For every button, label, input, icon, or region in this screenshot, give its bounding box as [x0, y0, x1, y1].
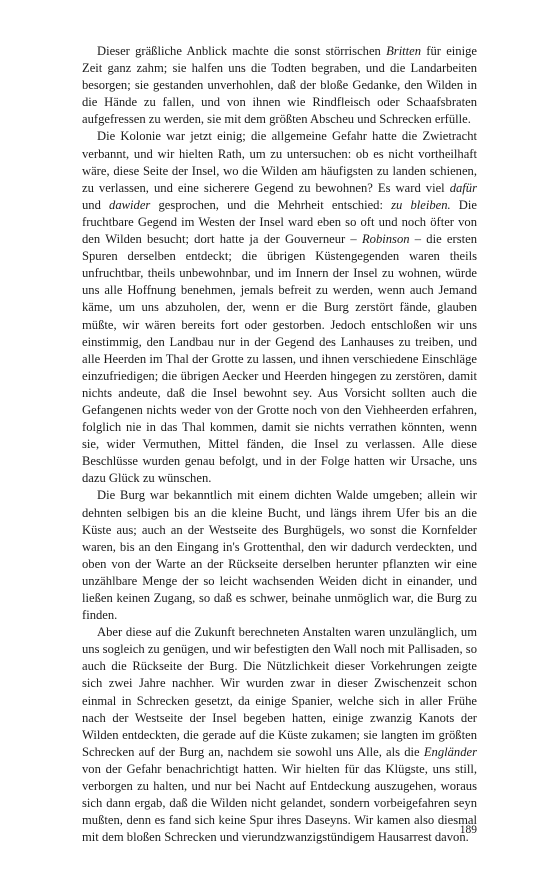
italic-text: dafür: [449, 180, 477, 195]
text-run: Die Burg war bekanntlich mit einem dichten Walde umgeben; allein wir dehnten selbigen bis an die kleine Bucht, und längs ihrem Ufer bis an die Küste aus; auch an der Westseite des Burghügels, wo sonst die Kornfelder waren, bis an den Eingang in's Grottenthal, den wir dadurch verdeckten, und oben von der Warte an der Rückseite derselben herunter pflanzten wir eine unzählbare Menge der so leicht wachsenden Weiden dicht in einander, und ließen keinen Zugang, so daß es schwer, beinahe unmöglich war, die Burg zu finden.: [82, 488, 477, 623]
italic-text: Engländer: [423, 744, 477, 759]
page-number: 189: [459, 824, 477, 836]
text-run: Aber diese auf die Zukunft berechneten Anstalten waren unzulänglich, um uns sogleich zu genügen, und wir befestigten den Wall noch mit Pallisaden, so auch die Rückseite der Burg. Die Nützlichkeit dieser Vorkehrungen zeigte sich zwei Jahre nachher. Wir wurden zwar in dieser Zwischenzeit schon einmal in Schrecken gesetzt, da einige Spanier, welche sich in aller Frühe nach der Westseite der Insel begeben hatten, einige zwanzig Kanots der Wilden entdeckten, die gerade auf die Küste zukamen; sie langten im größten Schrecken auf der Burg an, nachdem sie sowohl uns Alle, als die: [82, 625, 477, 759]
italic-text: Robinson: [361, 232, 410, 247]
text-run: und: [82, 197, 110, 212]
text-run: – die ersten Spuren derselben entdeckt; die übrigen Küstengegenden waren theils unfruchtbar, theils unbewohnbar, und im Innern der Insel zu wohnen, würde uns alle Hoffnung benehmen, jemals befreit zu werden, wenn auch Jemand käme, um uns abzuholen, der, wenn er die Burg zerstört fände, glauben müßte, wir wären bereits fort oder gestorben. Jedoch entschloßen wir uns einstimmig, den Landbau nur in der Gegend des Lanhauses zu treiben, und alle Heerden im Thal der Grotte zu lassen, und ihnen verschiedene Einschläge einzufriedigen; die übrigen Aecker und Heerden hingegen zu zerstören, damit nichts andeute, daß die Insel bewohnt sey. Aus Vorsicht sollten auch die Gefangenen nichts weder von der Grotte noch von den Viehheerden erfahren, folglich nie in das Thal kommen, damit sie nichts verrathen könnten, wenn sie, wider Vermuthen, Mittel fänden, die Insel zu verlassen. Alle diese Beschlüsse wurden genau befolgt, und in der Folge hatten wir Ursache, uns dazu Glück zu wünschen.: [82, 232, 477, 486]
paragraph-2: [82, 128, 477, 487]
book-page-text: [82, 43, 477, 846]
text-run: Die fruchtbare Gegend im Westen der Insel ward eben so oft und noch öfter von den Wilden besucht; dort hatte ja der Gouverneur –: [82, 197, 477, 247]
paragraph-1: [82, 43, 477, 128]
paragraph-4: [82, 624, 477, 846]
italic-text: dawider: [109, 197, 151, 212]
text-run: Die Kolonie war jetzt einig; die allgemeine Gefahr hatte die Zwietracht verbannt, und wir hielten Rath, um zu untersuchen: ob es nicht vortheilhaft wäre, diese Seite der Insel, wo die Wilden am häufigsten zu landen schienen, zu verlassen, und eine sicherere Gegend zu bewohnen? Es ward viel: [82, 129, 477, 195]
paragraph-3: [82, 487, 477, 624]
italic-text: zu bleiben.: [391, 197, 451, 212]
italic-text: Britten: [386, 44, 422, 58]
text-run: gesprochen, und die Mehrheit entschied:: [150, 197, 392, 212]
text-run: von der Gefahr benachrichtigt hatten. Wir hielten für das Klügste, uns still, verborgen zu halten, und nur bei Nacht auf Entdeckung auszugehen, woraus sich dann ergab, daß die Wilden nicht gelandet, sondern vorbeigefahren seyn mußten, denn es fand sich keine Spur ihres Daseyns. Wir kamen also diesmal mit dem bloßen Schrecken und vierundzwanzigstündigem Hausarrest davon.: [82, 761, 477, 845]
text-run: Dieser gräßliche Anblick machte die sonst störrischen: [97, 44, 387, 58]
text-run: für einige Zeit ganz zahm; sie halfen uns die Todten begraben, und die Landarbeiten besorgen; sie gestanden unverhohlen, daß der bloße Gedanke, den Wilden in die Hände zu fallen, und von ihnen wie Rindfleisch oder Schaafsbraten aufgefressen zu werden, sie mit dem größten Abscheu und Schrecken erfülle.: [82, 44, 477, 127]
